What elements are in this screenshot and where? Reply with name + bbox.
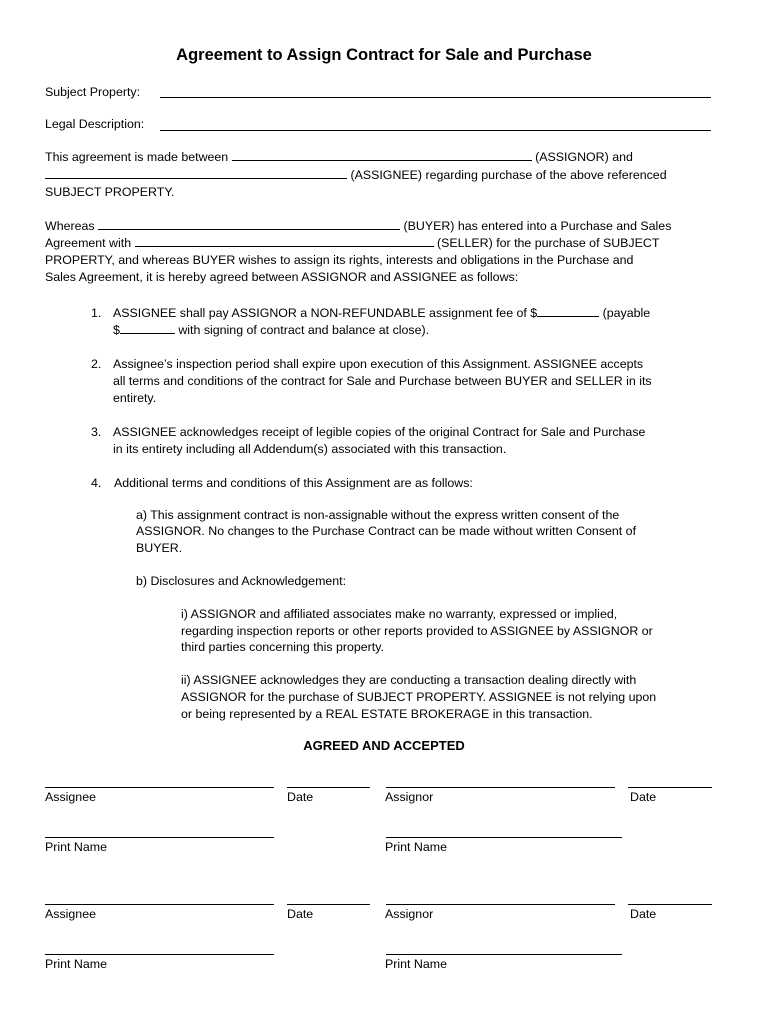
item-2-line-1: Assignee’s inspection period shall expire upon execution of this Assignment. ASSIGNEE accepts: [113, 357, 644, 371]
term-bi-line-3: third parties concerning this property.: [181, 640, 384, 654]
subject-property-label: Subject Property:: [45, 85, 141, 99]
legal-description-blank[interactable]: [160, 130, 711, 131]
assignment-fee-blank[interactable]: [537, 305, 599, 317]
assignee-signature-line-2[interactable]: [45, 904, 274, 905]
item-4-number: 4.: [91, 476, 102, 490]
date-label-2a: Date: [287, 907, 314, 921]
item-3-number: 3.: [91, 425, 102, 439]
assignor-date-line-1[interactable]: [628, 787, 712, 788]
assignor-signature-line-2[interactable]: [386, 904, 615, 905]
term-a-line-3: BUYER.: [136, 541, 183, 555]
assignee-label-2: Assignee: [45, 907, 96, 921]
legal-description-label: Legal Description:: [45, 117, 145, 131]
agreement-between-text: This agreement is made between (ASSIGNOR) and: [45, 150, 633, 164]
assignee-label-1: Assignee: [45, 790, 96, 804]
assignor-signature-line-1[interactable]: [386, 787, 615, 788]
term-bi-line-2: regarding inspection reports or other reports provided to ASSIGNEE by ASSIGNOR or: [181, 624, 653, 638]
term-a-line-2: ASSIGNOR. No changes to the Purchase Contract can be made without written Consent of: [136, 524, 637, 538]
print-name-label-1a: Print Name: [45, 840, 107, 854]
assignee-print-line-2[interactable]: [45, 954, 274, 955]
item-4-line-1: Additional terms and conditions of this Assignment are as follows:: [114, 476, 473, 490]
assignor-print-line-2[interactable]: [386, 954, 622, 955]
date-label-2b: Date: [630, 907, 657, 921]
term-bii-line-3: or being represented by a REAL ESTATE BROKERAGE in this transaction.: [181, 707, 593, 721]
date-label-1b: Date: [630, 790, 657, 804]
assignee-signature-line-1[interactable]: [45, 787, 274, 788]
item-3-line-1: ASSIGNEE acknowledges receipt of legible copies of the original Contract for Sale and Purchase: [113, 425, 646, 439]
term-a-line-1: a) This assignment contract is non-assignable without the express written consent of the: [136, 508, 620, 522]
assignor-label-2: Assignor: [385, 907, 434, 921]
payable-amount-blank[interactable]: [120, 322, 175, 334]
term-bii-line-1: ii) ASSIGNEE acknowledges they are conducting a transaction dealing directly with: [181, 673, 637, 687]
whereas-line-1: Whereas (BUYER) has entered into a Purchase and Sales: [45, 219, 672, 233]
item-2-number: 2.: [91, 357, 102, 371]
whereas-line-4: Sales Agreement, it is hereby agreed between ASSIGNOR and ASSIGNEE as follows:: [45, 270, 519, 284]
buyer-name-blank[interactable]: [98, 218, 400, 230]
assignee-print-line-1[interactable]: [45, 837, 274, 838]
date-label-1a: Date: [287, 790, 314, 804]
print-name-label-1b: Print Name: [385, 840, 447, 854]
item-2-line-2: all terms and conditions of the contract for Sale and Purchase between BUYER and SELLER in its: [113, 374, 652, 388]
print-name-label-2a: Print Name: [45, 957, 107, 971]
document-title: Agreement to Assign Contract for Sale and Purchase: [176, 46, 592, 64]
assignee-date-line-2[interactable]: [287, 904, 370, 905]
assignee-date-line-1[interactable]: [287, 787, 370, 788]
assignor-date-line-2[interactable]: [628, 904, 712, 905]
term-bii-line-2: ASSIGNOR for the purchase of SUBJECT PROPERTY. ASSIGNEE is not relying upon: [181, 690, 657, 704]
item-1-line-1: ASSIGNEE shall pay ASSIGNOR a NON-REFUNDABLE assignment fee of $ (payable: [113, 306, 651, 320]
seller-name-blank[interactable]: [135, 235, 434, 247]
assignee-name-blank[interactable]: [45, 167, 347, 179]
whereas-line-2: Agreement with (SELLER) for the purchase of SUBJECT: [45, 236, 660, 250]
term-b-heading: b) Disclosures and Acknowledgement:: [136, 574, 347, 588]
agreed-accepted-heading: AGREED AND ACCEPTED: [303, 738, 465, 753]
whereas-line-3: PROPERTY, and whereas BUYER wishes to assign its rights, interests and obligations in the Purchase and: [45, 253, 634, 267]
assignor-print-line-1[interactable]: [386, 837, 622, 838]
item-2-line-3: entirety.: [113, 391, 157, 405]
item-1-number: 1.: [91, 306, 102, 320]
item-3-line-2: in its entirety including all Addendum(s) associated with this transaction.: [113, 442, 507, 456]
subject-property-blank[interactable]: [160, 97, 711, 98]
assignor-label-1: Assignor: [385, 790, 434, 804]
item-1-line-2: $ with signing of contract and balance at close).: [113, 323, 430, 337]
subject-property-ref: SUBJECT PROPERTY.: [45, 185, 175, 199]
term-bi-line-1: i) ASSIGNOR and affiliated associates make no warranty, expressed or implied,: [181, 607, 618, 621]
assignor-name-blank[interactable]: [232, 149, 532, 161]
print-name-label-2b: Print Name: [385, 957, 447, 971]
assignee-line-text: (ASSIGNEE) regarding purchase of the above referenced: [45, 167, 667, 184]
